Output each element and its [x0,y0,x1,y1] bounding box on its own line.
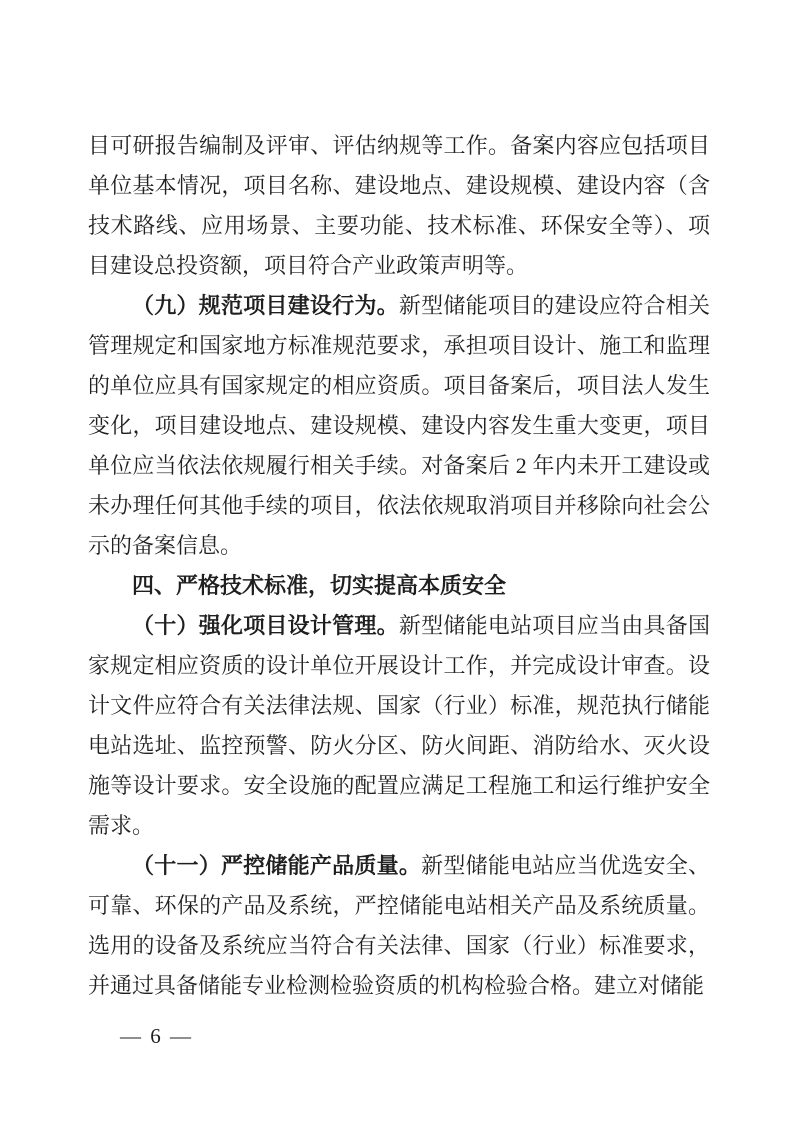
page-number: — 6 — [120,1024,193,1048]
paragraph-text: 目可研报告编制及评审、评估纳规等工作。备案内容应包括项目单位基本情况，项目名称、建设地点、建设规模、建设内容（含技术路线、应用场景、主要功能、技术标准、环保安全等）、项目建设总投资额，项目符合产业政策声明等。 [88,133,710,278]
paragraph-text: 新型储能电站项目应当由具备国家规定相应资质的设计单位开展设计工作，并完成设计审查。设计文件应符合有关法律法规、国家（行业）标准，规范执行储能电站选址、监控预警、防火分区、防火间距、消防给水、灭火设施等设计要求。安全设施的配置应满足工程施工和运行维护安全需求。 [88,613,710,838]
paragraph-text: 新型储能项目的建设应符合相关管理规定和国家地方标准规范要求，承担项目设计、施工和监理的单位应具有国家规定的相应资质。项目备案后，项目法人发生变化，项目建设地点、建设规模、建设内容发生重大变更，项目单位应当依法依规履行相关手续。对备案后 2 年内未开工建设或未办理任何其他手续的项目，依法依规取消项目并移除向社会公示的备案信息。 [88,293,710,558]
section-heading-4: 四、严格技术标准，切实提高本质安全 [132,573,507,598]
paragraph-item-9 [88,286,710,566]
paragraph-lead: （十）强化项目设计管理。 [132,613,399,638]
page-body-text [88,126,710,1006]
paragraph-continuation [88,126,710,286]
paragraph-item-11 [88,846,710,1006]
paragraph-item-10 [88,606,710,846]
paragraph-lead: （九）规范项目建设行为。 [132,293,399,318]
paragraph-lead: （十一）严控储能产品质量。 [132,853,422,878]
paragraph-text: 新型储能电站应当优选安全、可靠、环保的产品及系统，严控储能电站相关产品及系统质量。选用的设备及系统应当符合有关法律、国家（行业）标准要求，并通过具备储能专业检测检验资质的机构检验合格。建立对储能 [88,853,710,998]
